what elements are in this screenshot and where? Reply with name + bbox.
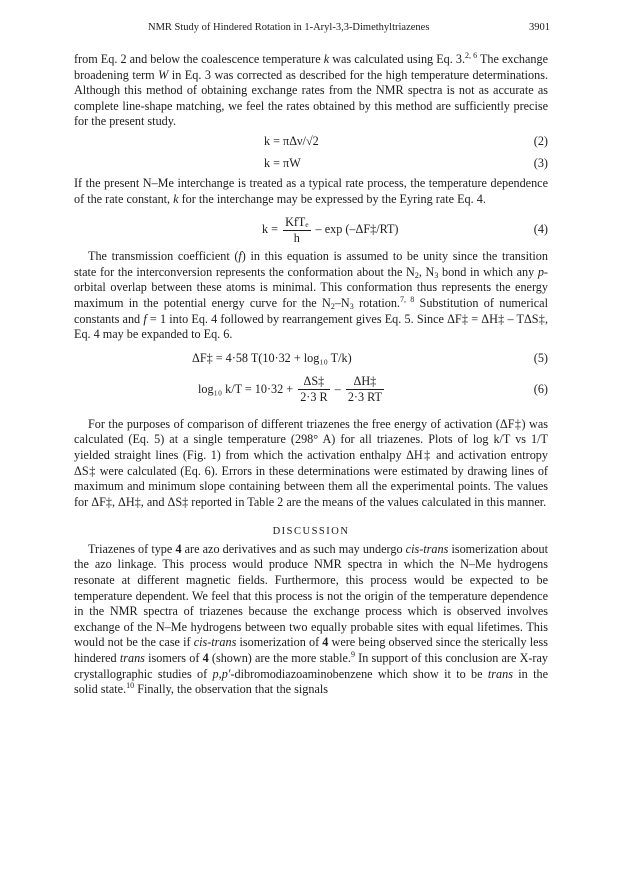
equation-5 (74, 347, 548, 369)
equation-5-number: (5) (533, 350, 548, 365)
equation-6 (74, 369, 548, 409)
equation-6-fraction-enthalpy: $\frac{\Delta H\ddagger}{2\cdot 3 RT}$ (347, 374, 382, 405)
paragraph-discussion: Triazenes of type 4 are azo derivatives and as such may undergo cis-trans isomerization about the azo linkage. This process would produce NMR spectra in which the N–Me hydrogens resonate at different magnetic fields. Furthermore, this process would be expected to be temperature dependent. We feel that this process is not the origin of the temperature dependence in the NMR spectra of triazenes because the exchange process which is observed involves exchange of the N–Me hydrogens between two equally probable sites with equal lifetimes. This would not be the case if cis-trans isomerization of 4 were being observed since the sterically less hindered trans isomers of 4 (shown) are the more stable.$^9$ In support of this conclusion are X-ray crystallographic studies of p,p′-dibromodiazoaminobenzene which show it to be trans in the solid state.$^{10}$ Finally, the observation that the signals (74, 541, 548, 697)
equation-4-number: (4) (533, 222, 548, 237)
page-header (0, 22, 624, 38)
equation-4-lhs: k = (262, 222, 279, 237)
equation-6-minus: – (334, 381, 341, 396)
paragraph-transmission-coefficient: The transmission coefficient (f) in this equation is assumed to be unity since the transition state for the interconversion represents the conformation about the $N_2$, $N_3$ bond in which any p-orbital overlap between these atoms is minimal. This conformation thus represents the energy maximum in the potential energy curve for the $N_2-N_3$ rotation.$^{7, 8}$ Substitution of numerical constants and f = 1 into Eq. 4 followed by rearrangement gives Eq. 5. Since ΔF‡ = ΔH‡ – TΔS‡, Eq. 4 may be expanded to Eq. 6. (74, 249, 548, 342)
equation-2-expression: k = πΔν/√2 (264, 133, 319, 148)
equation-3-expression: k = πW (264, 155, 301, 170)
reference-superscript: 2, 6 (465, 51, 478, 60)
section-heading-discussion: DISCUSSION (272, 526, 350, 538)
equation-6-number: (6) (533, 381, 548, 396)
page-number: 3901 (529, 22, 550, 33)
paragraph-eyring-intro: If the present N–Me interchange is treated as a typical rate process, the temperature dependence of the rate constant, k for the interchange may be expressed by the Eyring rate Eq. 4. (74, 175, 548, 206)
equation-4-numerator: KfTₑ (285, 214, 309, 229)
reference-superscript: 7, 8 (399, 294, 415, 304)
reference-superscript: 9 (350, 650, 355, 660)
running-title: NMR Study of Hindered Rotation in 1-Aryl-3,3-Dimethyltriazenes (148, 22, 430, 33)
paragraph-activation-parameters: For the purposes of comparison of different triazenes the free energy of activation (ΔF‡) was calculated (Eq. 5) at a single temperature (298° A) for all triazenes. Plots of log k/T vs 1/T yielded straight lines (Fig. 1) from which the activation enthalpy ΔH‡ and activation entropy ΔS‡ were calculated (Eq. 6). Errors in these determinations were estimated by drawing lines of maximum and minimum slope containing between them all the experimental points. The values for ΔF‡, ΔH‡, and ΔS‡ reported in Table 2 are the means of the values calculated in this manner. (74, 416, 548, 509)
equation-6-fraction-entropy: $\frac{\Delta S\ddagger}{2\cdot 3 R}$ (300, 374, 328, 405)
equation-4-denominator: h (293, 230, 300, 245)
equation-4-rhs: – exp (–ΔF‡/RT) (315, 222, 399, 237)
equation-5-expression: ΔF‡ = 4·58 T(10·32 + log₁₀ T/k) (192, 350, 352, 365)
equation-3 (74, 152, 548, 174)
equation-3-number: (3) (533, 155, 548, 170)
equation-4 (74, 209, 548, 249)
equation-2 (74, 130, 548, 152)
equation-6-lhs: log₁₀ k/T = 10·32 + (198, 381, 294, 396)
article-body (74, 52, 548, 698)
paragraph-rate-calculation: from Eq. 2 and below the coalescence temperature k was calculated using Eq. 3.$^{2, 6}$ The exchange broadening term W in Eq. 3 was corrected as described for the high temperature determinations. Although this method of obtaining exchange rates from the NMR spectra is not as accurate as complete line-shape matching, we feel the rates obtained by this method are sufficiently precise for the present study. (74, 51, 549, 129)
equation-4-fraction (283, 215, 310, 246)
equation-2-number: (2) (533, 133, 548, 148)
reference-superscript: 10 (126, 681, 135, 691)
